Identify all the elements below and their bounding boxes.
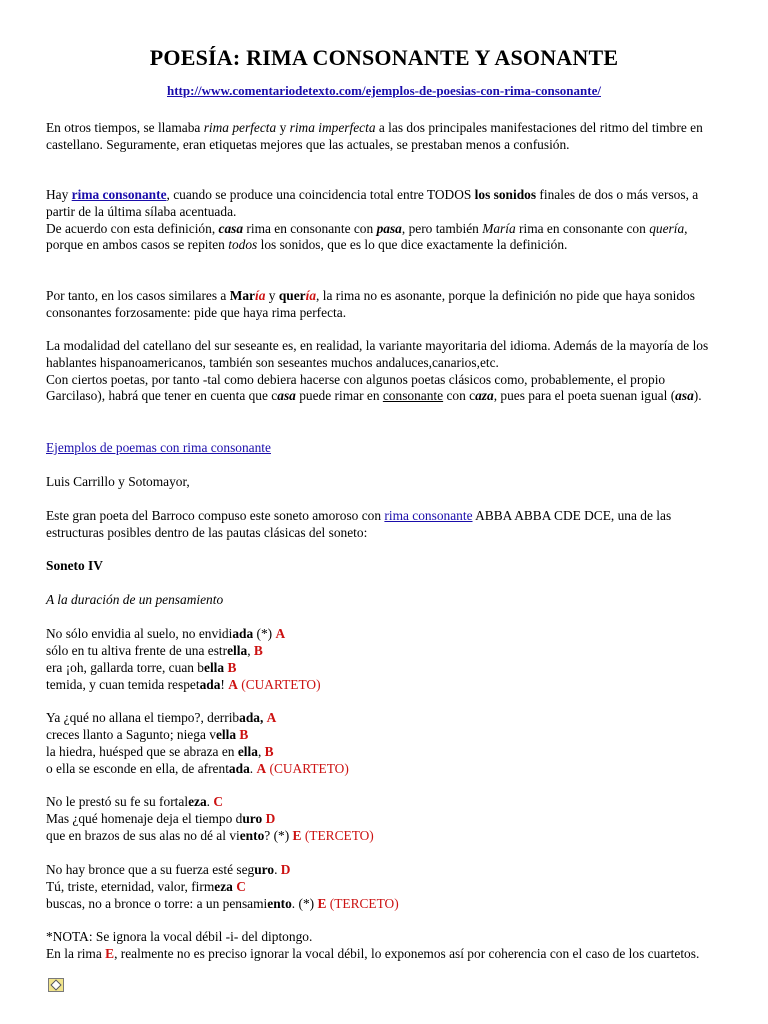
examples-link[interactable]: Ejemplos de poemas con rima consonante — [46, 440, 271, 455]
text: , pues para el poeta suenan igual ( — [493, 388, 676, 404]
rhyme-sound: ento — [267, 896, 292, 911]
definition-paragraph — [46, 187, 722, 254]
stanza-tag: (TERCETO) — [301, 828, 374, 843]
text: La modalidad del catellano del sur seseante es, en realidad, la variante mayoritaria del idioma. Además de la mayoría de los hablantes hispanoamericanos, también son seseantes muchos andaluces,canarios,etc. — [46, 338, 709, 370]
intro-paragraph — [46, 120, 722, 154]
sonnet-intro-paragraph — [46, 508, 722, 542]
text-bold: los sonidos — [474, 187, 537, 202]
verse-punct: ? (*) — [264, 828, 293, 843]
rhyme-sound: eza — [214, 879, 233, 894]
rhyme-sound: ento — [239, 828, 265, 843]
rhyme-sound: ella — [237, 744, 258, 759]
text-em: pasa — [376, 220, 402, 236]
rhyme-letter: A — [275, 626, 286, 641]
text: De acuerdo con esta definición, — [46, 220, 219, 236]
text: Este gran poeta del Barroco compuso este soneto amoroso con — [46, 508, 385, 523]
text: En la rima — [46, 945, 106, 961]
rhyme-letter: C — [236, 879, 246, 894]
text: Por tanto, en los casos similares a — [46, 288, 230, 303]
text-em: casa — [218, 220, 244, 236]
author-name: Luis Carrillo y Sotomayor, — [46, 474, 190, 489]
rhyme-letter: B — [253, 643, 263, 658]
rhyme-sound: ada — [228, 761, 250, 776]
verse-punct: , — [247, 643, 254, 658]
verse-text: creces llanto a Sagunto; niega v — [46, 727, 216, 742]
verse-text: Mas ¿qué homenaje deja el tiempo d — [46, 811, 243, 826]
rhyme-sound: ada — [232, 626, 254, 641]
text-red: ía — [255, 288, 266, 303]
rhyme-letter: E — [317, 896, 327, 911]
text: , pero también — [401, 220, 483, 236]
verse-text: la hiedra, huésped que se abraza en — [46, 744, 238, 759]
sonnet-title: Soneto IV — [46, 558, 103, 573]
text-underline: consonante — [382, 388, 444, 404]
verse-text: era ¡oh, gallarda torre, cuan b — [46, 660, 205, 675]
rhyme-sound: ella — [227, 643, 248, 658]
note-paragraph — [46, 929, 722, 963]
text-bold: quer — [278, 288, 306, 303]
text-em: aza — [475, 388, 494, 404]
text-em: María — [482, 220, 516, 236]
rhyme-letter: B — [227, 660, 237, 675]
sonnet-line — [46, 643, 722, 660]
text: y — [265, 288, 279, 303]
embedded-object-icon[interactable] — [48, 978, 64, 992]
text: a las dos principales manifestaciones del ritmo del timbre en castellano. Seguramente, eran etiquetas mejores que las actuales, se prestaban menos a confusión. — [46, 120, 703, 152]
sonnet-line — [46, 862, 722, 879]
verse-text: No sólo envidia al suelo, no envidi — [46, 626, 233, 641]
verse-text: o ella se esconde en ella, de afrent — [46, 761, 229, 776]
text-em: todos — [228, 237, 258, 253]
text: , porque en ambos casos se repiten — [46, 220, 688, 253]
verse-text: Tú, triste, eternidad, valor, firm — [46, 879, 215, 894]
verse-punct: ! — [220, 677, 229, 692]
verse-punct: , — [257, 744, 265, 759]
text-em: rima perfecta — [203, 120, 277, 135]
rhyme-sound: ada — [199, 677, 221, 692]
rima-consonante-link[interactable]: rima consonante — [71, 187, 167, 202]
rhyme-sound: ada, — [239, 710, 264, 725]
rhyme-sound: uro — [242, 811, 263, 826]
text-em: quería — [649, 220, 685, 236]
verse-punct: (*) — [253, 626, 276, 641]
sonnet-line — [46, 626, 722, 643]
rhyme-letter: E — [105, 945, 115, 961]
verse-text: sólo en tu altiva frente de una estr — [46, 643, 228, 658]
sonnet-line — [46, 744, 722, 761]
verse-punct: . — [249, 761, 257, 776]
consequence-paragraph — [46, 288, 722, 322]
sonnet-line — [46, 896, 722, 913]
text: ). — [693, 388, 702, 404]
rhyme-letter: D — [280, 862, 291, 877]
rhyme-letter: A — [256, 761, 267, 776]
rhyme-letter: E — [292, 828, 302, 843]
text: ABBA ABBA CDE DCE, una de las estructuras posibles dentro de las pautas clásicas del soneto: — [46, 508, 672, 540]
sonnet-line — [46, 727, 722, 744]
rhyme-letter: B — [239, 727, 249, 742]
rhyme-letter: A — [266, 710, 277, 725]
sonnet-line — [46, 828, 722, 845]
text: , cuando se produce una coincidencia total entre TODOS — [166, 187, 475, 202]
text: , realmente no es preciso ignorar la vocal débil, lo exponemos así por coherencia con el caso de los cuartetos. — [114, 945, 700, 961]
verse-punct: . — [206, 794, 214, 809]
text: los sonidos, que es lo que dice exactamente la definición. — [257, 237, 568, 253]
stanza-tag: (CUARTETO) — [266, 761, 349, 776]
sonnet-line — [46, 811, 722, 828]
sonnet-line — [46, 794, 722, 811]
sonnet-line — [46, 660, 722, 677]
verse-text: buscas, no a bronce o torre: a un pensami — [46, 896, 268, 911]
source-url-link[interactable]: http://www.comentariodetexto.com/ejemplos-de-poesias-con-rima-consonante/ — [167, 83, 601, 98]
text: En otros tiempos, se llamaba — [46, 120, 204, 135]
text-red: ía — [305, 288, 317, 303]
verse-text: que en brazos de sus alas no dé al vi — [46, 828, 240, 843]
verse-text: No le prestó su fe su fortal — [46, 794, 189, 809]
text-bold: Mar — [229, 288, 255, 303]
verse-punct: . (*) — [291, 896, 318, 911]
rhyme-letter: C — [213, 794, 224, 809]
sonnet-line — [46, 879, 722, 896]
sonnet-subtitle: A la duración de un pensamiento — [46, 592, 224, 607]
stanza-tag: (TERCETO) — [326, 896, 399, 911]
rhyme-letter: A — [228, 677, 238, 692]
text: , la rima no es asonante, porque la definición no pide que haya sonidos consonantes forzosamente: pide que haya rima perfecta. — [46, 288, 695, 320]
rhyme-sound: ella — [215, 727, 237, 742]
sonnet-line — [46, 677, 722, 694]
text-em: rima imperfecta — [289, 120, 376, 135]
text: y — [276, 120, 290, 135]
text: Hay — [46, 187, 72, 202]
text-em: asa — [277, 388, 296, 404]
text: Con ciertos poetas, por tanto -tal como debiera hacerse con algunos poetas clásicos como, probablemente, el propio Garcilaso), habrá que tener en cuenta que c — [46, 371, 666, 404]
text: rima en consonante con — [243, 220, 377, 236]
verse-text: No hay bronce que a su fuerza esté seg — [46, 862, 255, 877]
rhyme-letter: D — [265, 811, 276, 826]
text: finales de dos o más versos, a partir de la última sílaba acentuada. — [46, 187, 699, 219]
sonnet-line — [46, 710, 722, 727]
verse-punct: . — [274, 862, 281, 877]
sonnet-line — [46, 761, 722, 778]
rhyme-sound: eza — [188, 794, 207, 809]
stanza-tag: (CUARTETO) — [237, 677, 321, 692]
verse-text: temida, y cuan temida respet — [46, 677, 200, 692]
text-em: asa — [675, 388, 694, 404]
rima-consonante-link-2[interactable]: rima consonante — [384, 508, 473, 523]
verse-text: Ya ¿qué no allana el tiempo?, derrib — [46, 710, 240, 725]
page-title: POESÍA: RIMA CONSONANTE Y ASONANTE — [149, 45, 619, 70]
rhyme-sound: uro — [254, 862, 275, 877]
rhyme-sound: ella — [204, 660, 225, 675]
rhyme-letter: B — [264, 744, 274, 759]
text: rima en consonante con — [515, 220, 650, 236]
note-text: *NOTA: Se ignora la vocal débil -i- del diptongo. — [46, 929, 313, 944]
text: con c — [443, 388, 476, 404]
text: puede rimar en — [295, 388, 383, 404]
seseo-paragraph — [46, 338, 722, 405]
